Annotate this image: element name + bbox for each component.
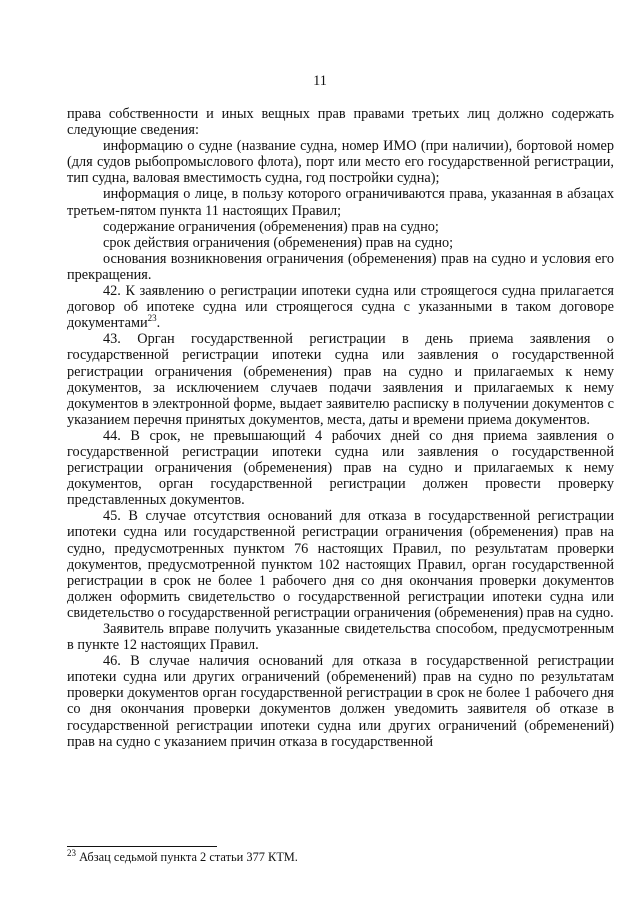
paragraph-42-text: 42. К заявлению о регистрации ипотеки судна или строящегося судна прилагается договор об ипотеке судна или строящегося судна с указанными в таком договоре документами [67,283,614,332]
footnote-number: 23 [67,847,76,858]
paragraph-45: 45. В случае отсутствия оснований для отказа в государственной регистрации ипотеки судна или государственной регистрации ограничения (обременения) прав на судно, предусмотренных пунктом 76 настоящих Правил, по результатам проверки документов, предусмотренной пунктом 102 настоящих Правил, орган государственной регистрации в срок не более 1 рабочего дня со дня окончания проверки документов должен оформить свидетельство о государственной регистрации ипотеки судна или свидетельство о государственной регистрации ограничения (обременения) прав на судно. [67,508,614,621]
footnote-divider [67,846,217,847]
paragraph-intro: права собственности и иных вещных прав правами третьих лиц должно содержать следующие сведения: [67,106,614,139]
page-number: 11 [313,73,327,89]
footnote-text: Абзац седьмой пункта 2 статьи 377 КТМ. [79,850,298,864]
paragraph-44: 44. В срок, не превышающий 4 рабочих дней со дня приема заявления о государственной регистрации ипотеки судна или заявления о государственной регистрации ограничения (обременения) прав на судно и прилагаемых к нему документов, орган государственной регистрации должен провести проверку представленных документов. [67,427,614,509]
body-text [67,106,614,750]
paragraph-restriction-content: содержание ограничения (обременения) прав на судно; [103,218,439,235]
paragraph-vessel-info: информацию о судне (название судна, номер ИМО (при наличии), бортовой номер (для судов рыбопромыслового флота), порт или место его государственной регистрации, тип судна, валовая вместимость судна, год постройки судна); [67,138,614,187]
paragraph-42 [67,283,614,331]
paragraph-person-info: информация о лице, в пользу которого ограничиваются права, указанная в абзацах третьем-пятом пункта 11 настоящих Правил; [67,186,614,219]
paragraph-42-end: . [156,315,161,332]
footnote [67,847,614,864]
paragraph-restriction-term: срок действия ограничения (обременения) прав на судно; [103,234,454,251]
footnote-reference: 23 [147,313,157,324]
paragraph-applicant: Заявитель вправе получить указанные свидетельства способом, предусмотренным в пункте 12 настоящих Правил. [67,621,614,654]
paragraph-46: 46. В случае наличия оснований для отказа в государственной регистрации ипотеки судна или других ограничений (обременений) прав на судно по результатам проверки документов орган государственной регистрации в срок не более 1 рабочего дня со дня окончания проверки документов должен уведомить заявителя об отказе в государственной регистрации ипотеки судна или других ограничений (обременений) прав на судно с указанием причин отказа в государственной [67,653,614,750]
paragraph-43: 43. Орган государственной регистрации в день приема заявления о государственной регистрации ипотеки судна или заявления о государственной регистрации ограничения (обременения) прав на судно и прилагаемых к нему документов, за исключением случаев подачи заявления и прилагаемых к нему документов в электронной форме, выдает заявителю расписку в получении документов с указанием перечня принятых документов, места, даты и времени приема документов. [67,331,614,428]
paragraph-restriction-grounds: основания возникновения ограничения (обременения) прав на судно и условия его прекращения. [67,250,614,283]
